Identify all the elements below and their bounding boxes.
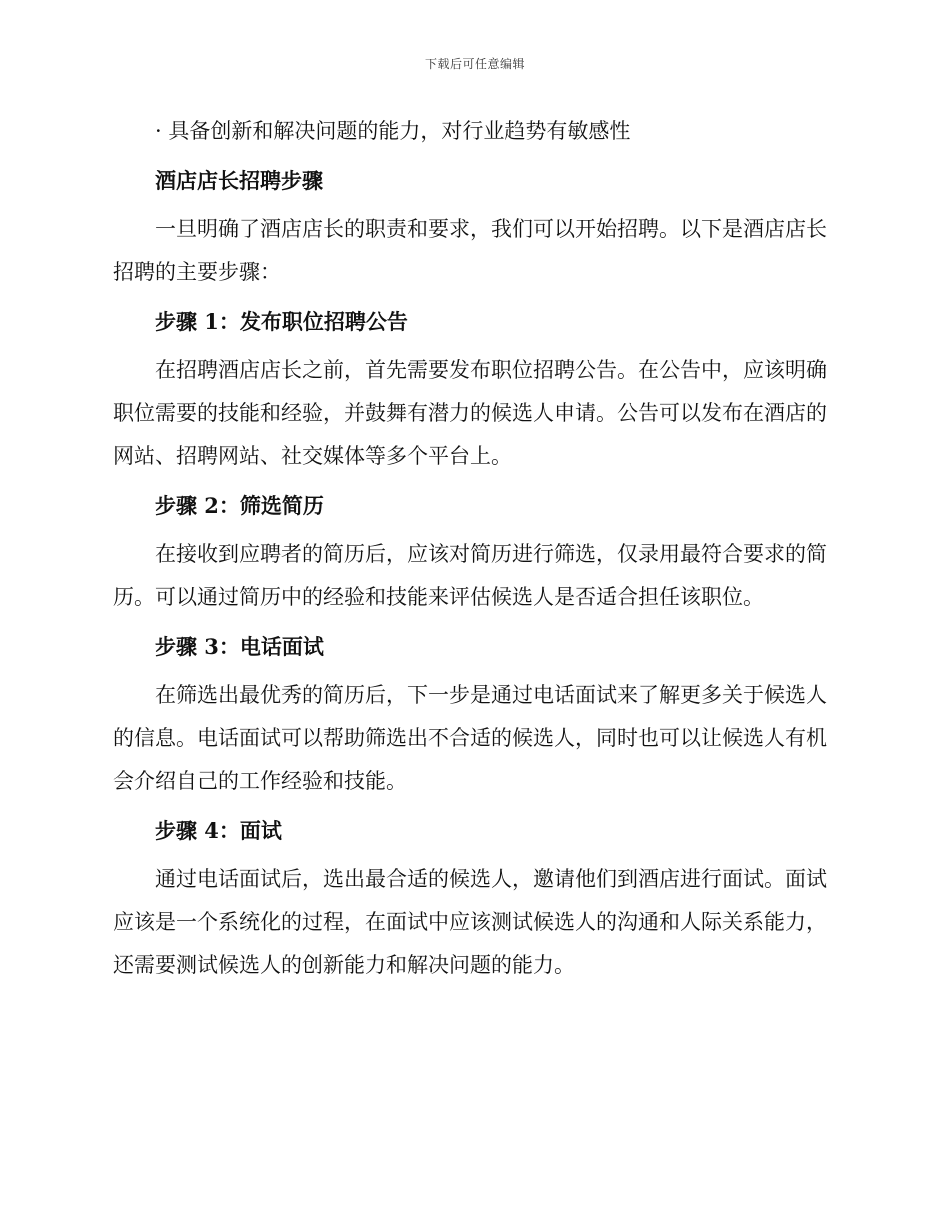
step-4-title: 步骤 4：面试 bbox=[155, 818, 282, 843]
document-body bbox=[113, 110, 837, 993]
step-3-title: 步骤 3：电话面试 bbox=[155, 634, 324, 659]
section-title: 酒店店长招聘步骤 bbox=[155, 168, 323, 193]
step-3-body: 在筛选出最优秀的简历后，下一步是通过电话面试来了解更多关于候选人的信息。电话面试可以帮助筛选出不合适的候选人，同时也可以让候选人有机会介绍自己的工作经验和技能。 bbox=[113, 683, 827, 793]
step-1-body: 在招聘酒店店长之前，首先需要发布职位招聘公告。在公告中，应该明确职位需要的技能和经验，并鼓舞有潜力的候选人申请。公告可以发布在酒店的网站、招聘网站、社交媒体等多个平台上。 bbox=[113, 358, 827, 468]
header-note: 下载后可任意编辑 bbox=[424, 57, 525, 71]
intro-paragraph: 一旦明确了酒店店长的职责和要求，我们可以开始招聘。以下是酒店店长招聘的主要步骤： bbox=[113, 217, 827, 284]
step-1-title: 步骤 1：发布职位招聘公告 bbox=[155, 309, 408, 334]
step-2-title: 步骤 2：筛选简历 bbox=[155, 493, 324, 518]
step-2-body: 在接收到应聘者的简历后，应该对简历进行筛选，仅录用最符合要求的简历。可以通过简历中的经验和技能来评估候选人是否适合担任该职位。 bbox=[113, 542, 827, 609]
step-4-body: 通过电话面试后，选出最合适的候选人，邀请他们到酒店进行面试。面试应该是一个系统化的过程，在面试中应该测试候选人的沟通和人际关系能力，还需要测试候选人的创新能力和解决问题的能力。 bbox=[113, 867, 827, 977]
bullet-line: · 具备创新和解决问题的能力，对行业趋势有敏感性 bbox=[155, 119, 631, 143]
